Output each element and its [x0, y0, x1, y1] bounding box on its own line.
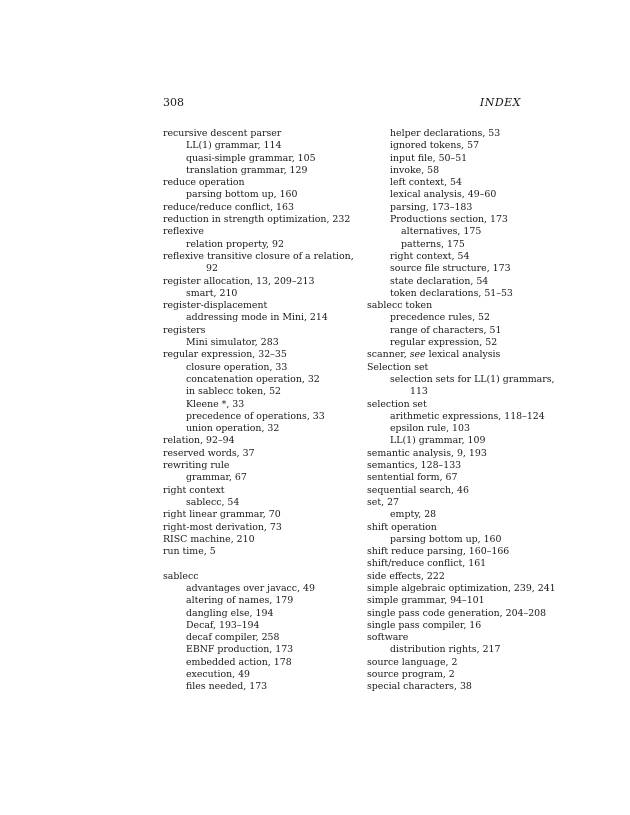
index-subentry: parsing, 173–183: [390, 201, 473, 213]
section-title: INDEX: [479, 96, 521, 109]
index-subentry: parsing bottom up, 160: [186, 189, 298, 201]
index-subentry: closure operation, 33: [186, 361, 288, 373]
index-subentry: arithmetic expressions, 118–124: [390, 410, 545, 422]
index-subentry: left context, 54: [390, 177, 462, 189]
index-subentry: regular expression, 52: [390, 337, 498, 349]
index-entry: source language, 2: [367, 656, 458, 668]
index-subentry: addressing mode in Mini, 214: [186, 312, 328, 324]
index-entry: side effects, 222: [367, 570, 445, 582]
index-entry: reflexive: [163, 226, 204, 238]
index-subentry: grammar, 67: [186, 472, 247, 484]
index-subentry: source file structure, 173: [390, 263, 511, 275]
index-entry-continuation: 92: [206, 263, 218, 275]
index-subentry: advantages over javacc, 49: [186, 582, 315, 594]
index-entry: scanner, see lexical analysis: [367, 349, 501, 361]
index-entry: shift operation: [367, 521, 437, 533]
index-subentry: LL(1) grammar, 114: [186, 140, 282, 152]
page-header: [163, 96, 521, 114]
index-subentry: precedence of operations, 33: [186, 410, 325, 422]
index-entry: registers: [163, 324, 206, 336]
index-subentry: dangling else, 194: [186, 607, 274, 619]
index-entry: simple algebraic optimization, 239, 241: [367, 582, 556, 594]
index-subentry: lexical analysis, 49–60: [390, 189, 497, 201]
index-subentry: token declarations, 51–53: [390, 287, 513, 299]
index-subentry: patterns, 175: [401, 238, 465, 250]
index-column-left: [163, 128, 353, 694]
index-subentry: sablecc, 54: [186, 496, 240, 508]
index-subentry: Decaf, 193–194: [186, 619, 260, 631]
index-entry: reduction in strength optimization, 232: [163, 214, 351, 226]
index-entry: run time, 5: [163, 546, 216, 558]
index-subentry: files needed, 173: [186, 681, 268, 693]
index-subentry: quasi-simple grammar, 105: [186, 152, 316, 164]
index-entry: Selection set: [367, 361, 429, 373]
index-subentry: precedence rules, 52: [390, 312, 490, 324]
index-subentry: alternatives, 175: [401, 226, 482, 238]
index-entry: right linear grammar, 70: [163, 509, 281, 521]
index-subentry: concatenation operation, 32: [186, 373, 320, 385]
index-entry: semantic analysis, 9, 193: [367, 447, 487, 459]
page-number: 308: [163, 96, 184, 109]
index-subentry: LL(1) grammar, 109: [390, 435, 486, 447]
index-subentry: right context, 54: [390, 250, 470, 262]
index-subentry: parsing bottom up, 160: [390, 533, 502, 545]
index-entry: shift reduce parsing, 160–166: [367, 546, 510, 558]
index-subentry: range of characters, 51: [390, 324, 502, 336]
index-entry: register allocation, 13, 209–213: [163, 275, 315, 287]
index-subentry: translation grammar, 129: [186, 164, 308, 176]
index-subentry: input file, 50–51: [390, 152, 468, 164]
index-entry: single pass code generation, 204–208: [367, 607, 547, 619]
index-entry: reduce operation: [163, 177, 245, 189]
index-entry: source program, 2: [367, 669, 455, 681]
index-column-right: [367, 128, 556, 694]
index-entry: reduce/reduce conflict, 163: [163, 201, 294, 213]
index-subentry: epsilon rule, 103: [390, 423, 470, 435]
index-entry: reflexive transitive closure of a relation,: [163, 250, 354, 262]
index-subentry: EBNF production, 173: [186, 644, 294, 656]
index-subentry: state declaration, 54: [390, 275, 489, 287]
index-subentry: execution, 49: [186, 669, 251, 681]
index-entry: reserved words, 37: [163, 447, 255, 459]
index-subentry: embedded action, 178: [186, 656, 292, 668]
index-entry: RISC machine, 210: [163, 533, 255, 545]
index-subentry: Kleene *, 33: [186, 398, 245, 410]
index-entry: sequential search, 46: [367, 484, 469, 496]
index-subentry: in sablecc token, 52: [186, 386, 282, 398]
index-entry: simple grammar, 94–101: [367, 595, 485, 607]
index-subentry: altering of names, 179: [186, 595, 294, 607]
index-entry: set, 27: [367, 496, 400, 508]
index-subentry: union operation, 32: [186, 423, 280, 435]
index-entry: sentential form, 67: [367, 472, 458, 484]
index-entry: recursive descent parser: [163, 128, 282, 139]
index-entry: sablecc: [163, 570, 199, 582]
index-entry-continuation: 113: [410, 386, 428, 398]
entry-gap: [163, 558, 353, 570]
index-entry: sablecc token: [367, 300, 433, 312]
index-subentry: smart, 210: [186, 287, 238, 299]
index-subentry: relation property, 92: [186, 238, 284, 250]
index-subentry: selection sets for LL(1) grammars,: [390, 373, 555, 385]
index-entry: right-most derivation, 73: [163, 521, 282, 533]
index-subentry: decaf compiler, 258: [186, 632, 280, 644]
index-entry: regular expression, 32–35: [163, 349, 287, 361]
index-entry: software: [367, 632, 409, 644]
index-subentry: distribution rights, 217: [390, 644, 501, 656]
index-subentry: invoke, 58: [390, 164, 440, 176]
index-entry: right context: [163, 484, 225, 496]
index-entry: rewriting rule: [163, 460, 230, 472]
index-entry: single pass compiler, 16: [367, 619, 482, 631]
index-subentry: empty, 28: [390, 509, 437, 521]
index-entry: register-displacement: [163, 300, 268, 312]
index-entry: semantics, 128–133: [367, 460, 462, 472]
index-subentry: helper declarations, 53: [390, 128, 501, 139]
index-entry: shift/reduce conflict, 161: [367, 558, 487, 570]
index-subentry: Mini simulator, 283: [186, 337, 279, 349]
index-entry: selection set: [367, 398, 427, 410]
index-subentry: Productions section, 173: [390, 214, 508, 226]
index-subentry: ignored tokens, 57: [390, 140, 480, 152]
index-entry: special characters, 38: [367, 681, 472, 693]
index-entry: relation, 92–94: [163, 435, 235, 447]
